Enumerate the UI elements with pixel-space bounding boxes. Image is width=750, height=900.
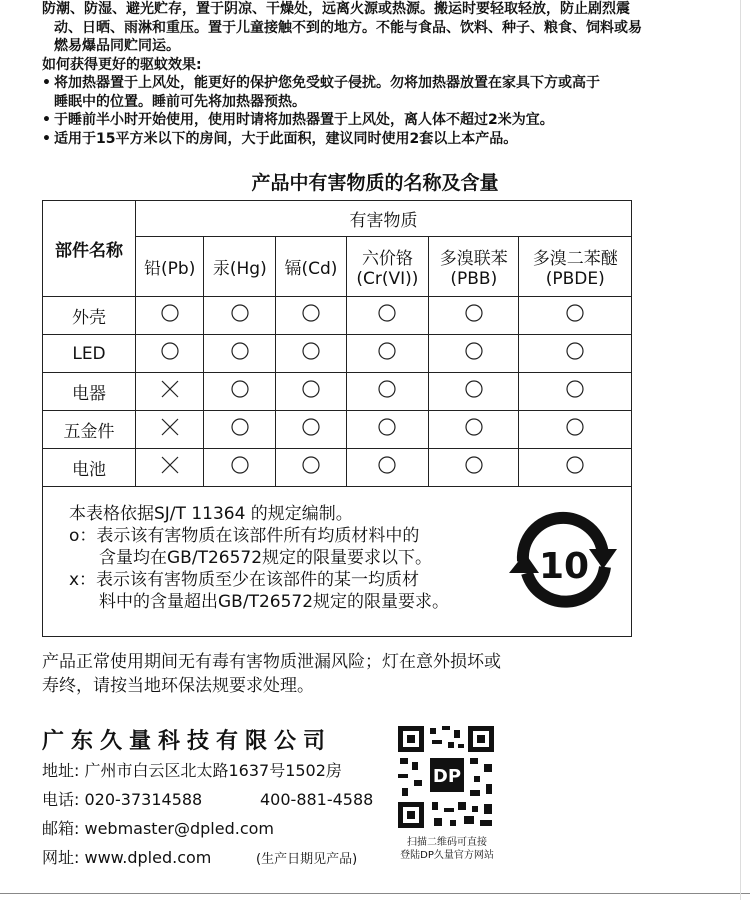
table-notes [69, 503, 489, 613]
x-note: x：表示该有害物质至少在该部件的某一均质材 [69, 570, 420, 590]
circle-icon [378, 418, 396, 436]
table-row [43, 297, 632, 335]
circle-icon [302, 418, 320, 436]
standard-note: 本表格依据SJ/T 11364 的规定编制。 [69, 504, 353, 524]
cross-icon [161, 456, 179, 474]
part-name-cell: 电器 [43, 373, 136, 411]
website: 网址: www.dpled.com [42, 848, 212, 867]
hazard-value-cell [204, 373, 276, 411]
warning-line: 燃易爆品同贮同运。 [54, 38, 180, 54]
qr-code-icon [396, 724, 496, 830]
qr-caption-line: 登陆DP久量官方网站 [400, 850, 494, 861]
hazard-value-cell [276, 373, 347, 411]
circle-icon [231, 456, 249, 474]
circle-icon [378, 380, 396, 398]
hazard-value-cell [276, 411, 347, 449]
substance-column-header [204, 237, 276, 297]
tip-item-cont: 睡眠中的位置。睡前可先将加热器预热。 [54, 93, 306, 110]
circle-icon [378, 342, 396, 360]
circle-icon [465, 342, 483, 360]
circle-icon [161, 304, 179, 322]
o-note-cont: 含量均在GB/T26572规定的限量要求以下。 [99, 548, 433, 568]
warnings-block [42, 0, 722, 148]
part-name-cell: 电池 [43, 449, 136, 487]
hazard-value-cell [276, 335, 347, 373]
cross-icon [161, 418, 179, 436]
substance-column-header [346, 237, 428, 297]
hazard-value-cell [276, 449, 347, 487]
qr-caption [394, 836, 500, 862]
hazard-value-cell [346, 373, 428, 411]
part-name-cell: 外壳 [43, 297, 136, 335]
page-right-edge [740, 0, 741, 900]
hazard-value-cell [276, 297, 347, 335]
qr-caption-line: 扫描二维码可直接 [407, 837, 487, 848]
circle-icon [566, 456, 584, 474]
hazard-value-cell [346, 449, 428, 487]
hazard-value-cell [136, 335, 204, 373]
hazard-value-cell [346, 335, 428, 373]
hazard-value-cell [204, 335, 276, 373]
circle-icon [566, 418, 584, 436]
circle-icon [465, 418, 483, 436]
warning-line: 防潮、防湿、避光贮存，置于阴凉、干燥处，远离火源或热源。搬运时要轻取轻放，防止剧烈震 [42, 1, 630, 17]
circle-icon [231, 418, 249, 436]
hazard-table-frame [42, 200, 632, 637]
circle-icon [231, 304, 249, 322]
circle-icon [465, 380, 483, 398]
hazard-value-cell [429, 335, 519, 373]
qr-logo-text: DP [432, 766, 462, 787]
circle-icon [566, 380, 584, 398]
statement-line: 寿终，请按当地环保法规要求处理。 [42, 676, 314, 696]
hazard-value-cell [204, 449, 276, 487]
circle-icon [566, 304, 584, 322]
circle-icon [302, 304, 320, 322]
table-row [43, 373, 632, 411]
circle-icon [302, 456, 320, 474]
hazard-table-title: 产品中有害物质的名称及含量 [251, 172, 499, 194]
circle-icon [231, 380, 249, 398]
hazard-value-cell [519, 373, 632, 411]
circle-icon [465, 304, 483, 322]
hazard-value-cell [429, 373, 519, 411]
hazard-value-cell [346, 297, 428, 335]
hazard-value-cell [429, 297, 519, 335]
substance-column-header [276, 237, 347, 297]
safety-statement [42, 650, 662, 698]
hazard-value-cell [136, 411, 204, 449]
tip-item: • 将加热器置于上风处，能更好的保护您免受蚊子侵扰。勿将加热器放置在家具下方或高于 [42, 74, 722, 93]
hazard-value-cell [346, 411, 428, 449]
tips-title: 如何获得更好的驱蚊效果: [42, 56, 202, 73]
part-name-cell: 五金件 [43, 411, 136, 449]
circle-icon [302, 342, 320, 360]
hotline: 400-881-4588 [260, 790, 374, 809]
circle-icon [161, 342, 179, 360]
table-row [43, 411, 632, 449]
hazard-value-cell [519, 449, 632, 487]
contact-block [42, 756, 387, 872]
hazard-group-header: 有害物质 [136, 201, 632, 237]
hazard-value-cell [136, 449, 204, 487]
circle-icon [302, 380, 320, 398]
substance-symbol: (PBDE) [545, 269, 605, 289]
circle-icon [465, 456, 483, 474]
page-bottom-border [0, 893, 750, 894]
epup-years-label: 10 [538, 546, 590, 587]
statement-line: 产品正常使用期间无有毒有害物质泄漏风险；灯在意外损坏或 [42, 652, 501, 672]
substance-name: 汞(Hg) [212, 259, 267, 279]
substance-name: 铅(Pb) [144, 259, 196, 279]
hazard-value-cell [519, 297, 632, 335]
circle-icon [378, 456, 396, 474]
substance-column-header [519, 237, 632, 297]
o-note: o：表示该有害物质在该部件所有均质材料中的 [69, 526, 420, 546]
tip-item: • 适用于15平方米以下的房间，大于此面积，建议同时使用2套以上本产品。 [42, 130, 722, 149]
circle-icon [378, 304, 396, 322]
production-date-note: (生产日期见产品) [256, 852, 358, 867]
substance-column-header [429, 237, 519, 297]
circle-icon [231, 342, 249, 360]
substance-name: 多溴联苯 [439, 249, 508, 269]
circle-icon [566, 342, 584, 360]
epup-recycle-icon [505, 511, 623, 611]
company-name: 广东久量科技有限公司 [42, 729, 333, 754]
substance-name: 镉(Cd) [284, 259, 338, 279]
hazard-value-cell [204, 297, 276, 335]
hazard-value-cell [136, 373, 204, 411]
phone: 电话: 020-37314588 [42, 790, 203, 809]
tip-item: • 于睡前半小时开始使用，使用时请将加热器置于上风处，离人体不超过2米为宜。 [42, 111, 722, 130]
hazard-value-cell [519, 411, 632, 449]
hazard-value-cell [136, 297, 204, 335]
hazard-value-cell [204, 411, 276, 449]
substance-name: 六价铬 [361, 249, 413, 269]
substance-symbol: (Cr(VI)) [356, 269, 419, 289]
substance-name: 多溴二苯醚 [532, 249, 618, 269]
table-row [43, 335, 632, 373]
part-name-cell: LED [43, 335, 136, 373]
x-note-cont: 料中的含量超出GB/T26572规定的限量要求。 [99, 592, 450, 612]
hazard-value-cell [429, 449, 519, 487]
hazard-value-cell [429, 411, 519, 449]
hazard-value-cell [519, 335, 632, 373]
table-row [43, 449, 632, 487]
warning-line: 动、日晒、雨淋和重压。置于儿童接触不到的地方。不能与食品、饮料、种子、粮食、饲料或易 [54, 19, 642, 36]
email: 邮箱: webmaster@dpled.com [42, 819, 275, 838]
address: 地址: 广州市白云区北太路1637号1502房 [42, 761, 342, 780]
substance-symbol: (PBB) [450, 269, 498, 289]
part-name-header: 部件名称 [43, 201, 136, 297]
cross-icon [161, 380, 179, 398]
substance-column-header [136, 237, 204, 297]
